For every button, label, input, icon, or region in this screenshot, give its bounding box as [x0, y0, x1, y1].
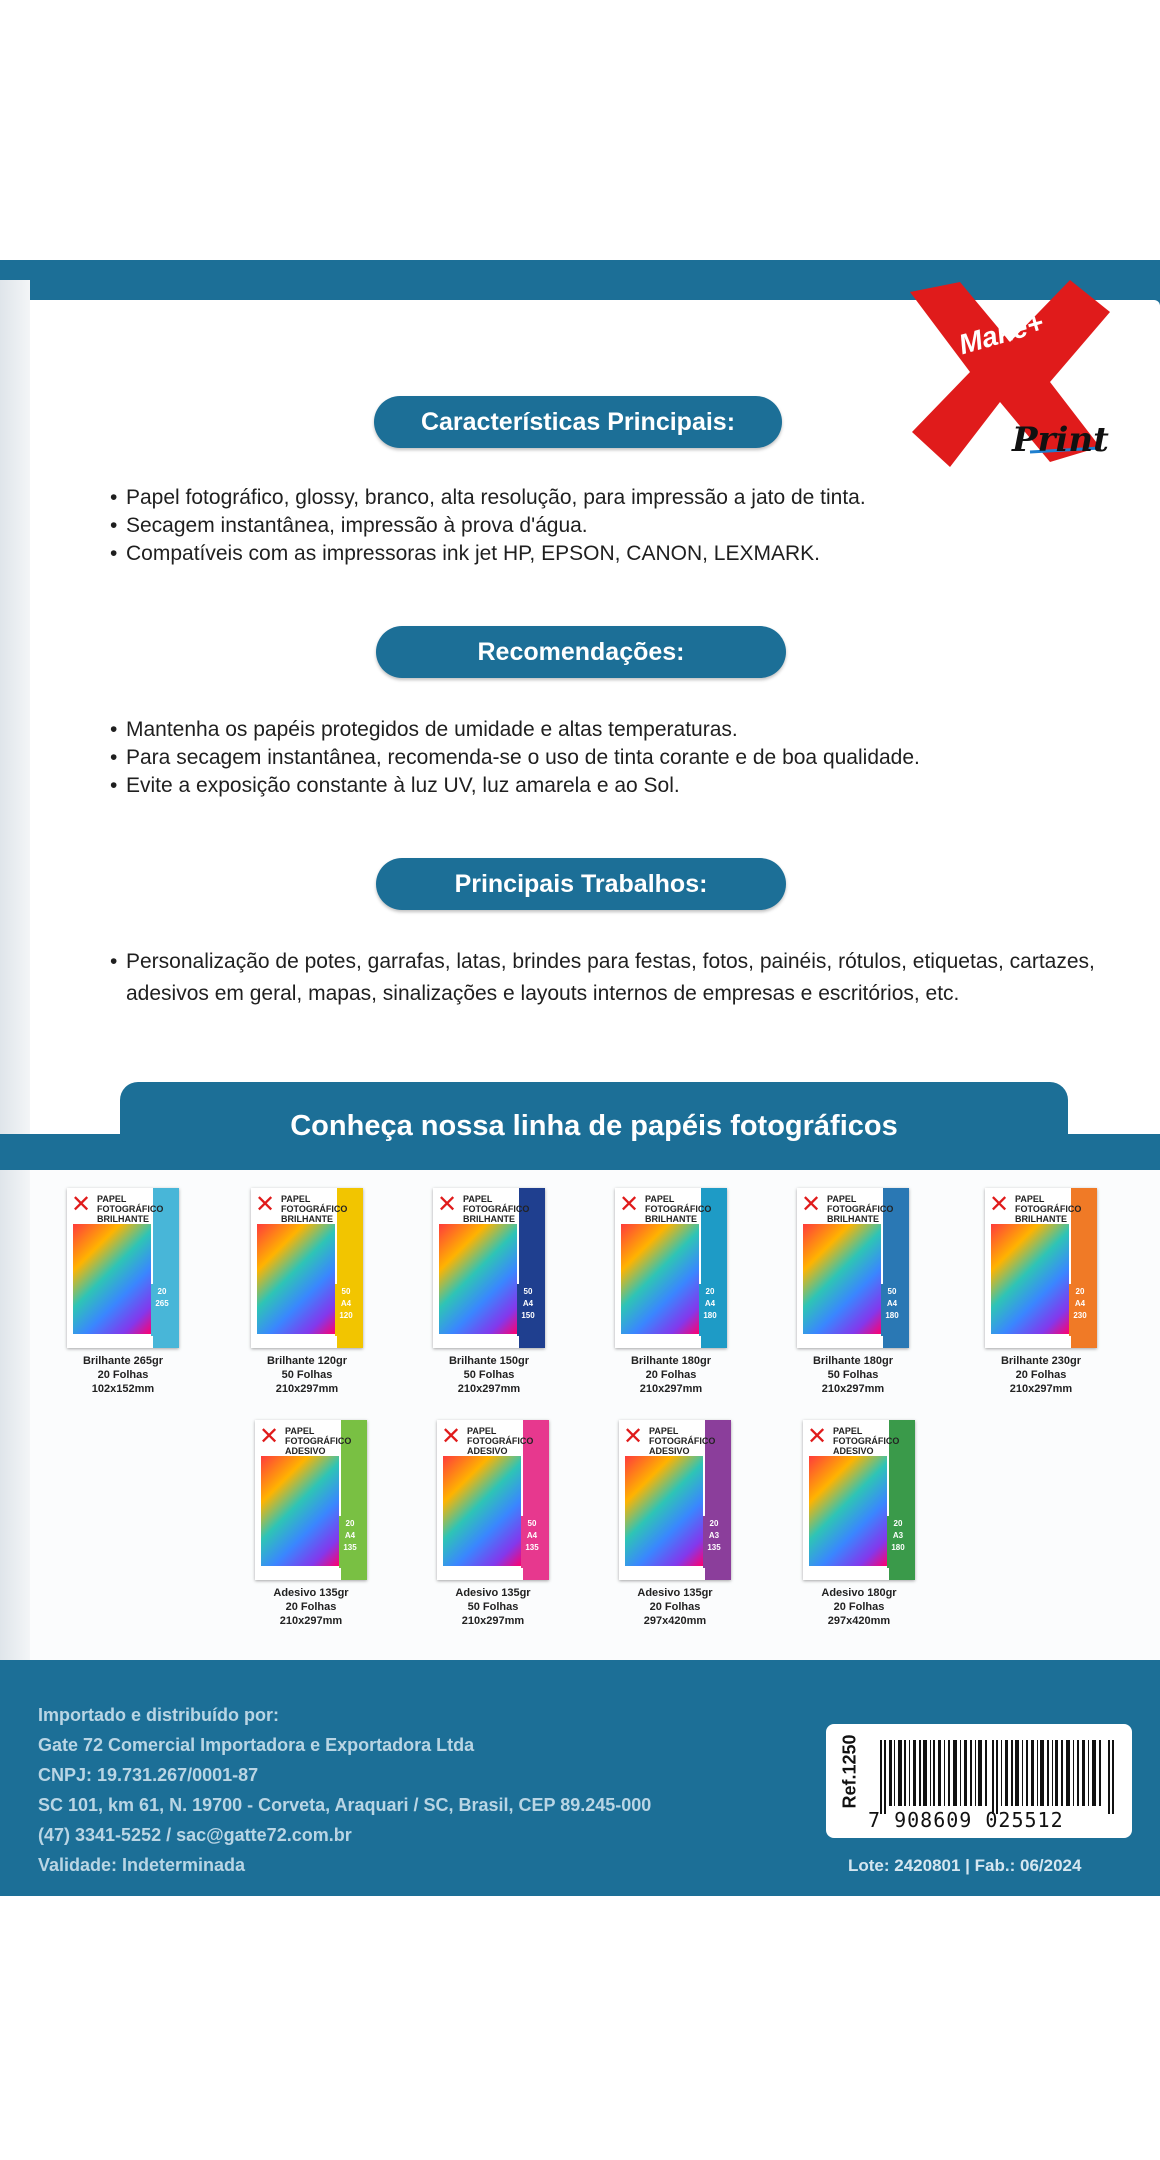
- thumb-papel: PAPEL: [285, 1426, 315, 1436]
- product-card: [232, 1188, 382, 1396]
- thumb-type: BRILHANTE: [1015, 1214, 1067, 1224]
- product-card: [966, 1188, 1116, 1396]
- thumb-type: BRILHANTE: [827, 1214, 879, 1224]
- brand-x-icon: ✕: [255, 1190, 276, 1218]
- section-title-caracteristicas: Características Principais:: [374, 396, 782, 448]
- thumb-papel: PAPEL: [1015, 1194, 1045, 1204]
- list-item: • Para secagem instantânea, recomenda-se o uso de tinta corante e de boa qualidade.: [110, 744, 1110, 772]
- recomendacoes-list: [110, 716, 1110, 800]
- product-photo: [621, 1224, 699, 1334]
- importer-info: [38, 1700, 651, 1880]
- spec-box: 50 A4 180: [881, 1284, 903, 1336]
- thumb-foto: FOTOGRÁFICO: [649, 1436, 716, 1446]
- product-caption: Adesivo 180gr 20 Folhas 297x420mm: [821, 1587, 897, 1627]
- list-item: • Mantenha os papéis protegidos de umidade e altas temperaturas.: [110, 716, 1110, 744]
- thumb-papel: PAPEL: [827, 1194, 857, 1204]
- product-caption: Brilhante 180gr 20 Folhas 210x297mm: [630, 1355, 712, 1395]
- product-card: [596, 1188, 746, 1396]
- caracteristicas-list: [110, 484, 1050, 568]
- product-photo: [443, 1456, 521, 1566]
- spec-box: 20 A4 180: [699, 1284, 721, 1336]
- importer-line: Gate 72 Comercial Importadora e Exportadora Ltda: [38, 1735, 475, 1755]
- importer-line: SC 101, km 61, N. 19700 - Corveta, Araquari / SC, Brasil, CEP 89.245-000: [38, 1795, 652, 1815]
- thumb-foto: FOTOGRÁFICO: [285, 1436, 352, 1446]
- product-photo: [803, 1224, 881, 1334]
- spec-box: 20 A3 135: [703, 1516, 725, 1568]
- product-photo: [625, 1456, 703, 1566]
- importer-line: (47) 3341-5252 / sac@gatte72.com.br: [38, 1825, 352, 1845]
- product-line-title: Conheça nossa linha de papéis fotográficos: [120, 1082, 1068, 1170]
- thumb-type: BRILHANTE: [463, 1214, 515, 1224]
- product-photo: [73, 1224, 151, 1334]
- thumb-type: BRILHANTE: [97, 1214, 149, 1224]
- brand-x-icon: ✕: [623, 1422, 644, 1450]
- spec-box: 50 A4 135: [521, 1516, 543, 1568]
- product-photo: [439, 1224, 517, 1334]
- spec-box: 20 A4 230: [1069, 1284, 1091, 1336]
- ref-number: Ref.1250: [839, 1734, 860, 1809]
- product-caption: Brilhante 265gr 20 Folhas 102x152mm: [82, 1355, 164, 1395]
- thumb-foto: FOTOGRÁFICO: [833, 1436, 900, 1446]
- plastic-wrap-edge: [0, 280, 30, 1880]
- thumb-type: ADESIVO: [833, 1446, 874, 1456]
- product-card: [600, 1420, 750, 1628]
- product-caption: Brilhante 180gr 50 Folhas 210x297mm: [812, 1355, 894, 1395]
- brand-x-icon: ✕: [259, 1422, 280, 1450]
- list-item: • Personalização de potes, garrafas, latas, brindes para festas, fotos, painéis, rótulos, etiquetas, cartazes, adesivos em geral, mapas, sinalizações e layouts internos de empresas e escritórios, etc.: [110, 946, 1140, 1010]
- spec-box: 20 265: [151, 1284, 173, 1336]
- product-photo: [261, 1456, 339, 1566]
- product-caption: Brilhante 230gr 20 Folhas 210x297mm: [1000, 1355, 1082, 1395]
- brand-x-icon: ✕: [619, 1190, 640, 1218]
- product-caption: Brilhante 120gr 50 Folhas 210x297mm: [266, 1355, 348, 1395]
- thumb-foto: FOTOGRÁFICO: [97, 1204, 164, 1214]
- product-thumbnail: [619, 1420, 731, 1580]
- lote-fab-text: Lote: 2420801 | Fab.: 06/2024: [848, 1856, 1082, 1875]
- thumb-papel: PAPEL: [467, 1426, 497, 1436]
- thumb-papel: PAPEL: [645, 1194, 675, 1204]
- thumb-papel: PAPEL: [463, 1194, 493, 1204]
- product-photo: [991, 1224, 1069, 1334]
- thumb-foto: FOTOGRÁFICO: [467, 1436, 534, 1446]
- brand-x-icon: ✕: [441, 1422, 462, 1450]
- product-thumbnail: [251, 1188, 363, 1348]
- brand-make-text: Make+: [955, 306, 1047, 361]
- section-title-recomendacoes: Recomendações:: [376, 626, 786, 678]
- spec-box: 20 A4 135: [339, 1516, 361, 1568]
- brand-print-text: Print: [1012, 420, 1109, 460]
- product-card: [236, 1420, 386, 1628]
- list-item: • Compatíveis com as impressoras ink jet HP, EPSON, CANON, LEXMARK.: [110, 540, 1050, 568]
- trabalhos-list: [110, 946, 1140, 1010]
- barcode-number: 7 908609 025512: [868, 1808, 1064, 1832]
- product-photo: [809, 1456, 887, 1566]
- importer-line: Importado e distribuído por:: [38, 1705, 279, 1725]
- product-caption: Adesivo 135gr 20 Folhas 210x297mm: [273, 1587, 349, 1627]
- thumb-papel: PAPEL: [97, 1194, 127, 1204]
- product-card: [414, 1188, 564, 1396]
- thumb-type: ADESIVO: [649, 1446, 690, 1456]
- spec-box: 20 A3 180: [887, 1516, 909, 1568]
- importer-line: Validade: Indeterminada: [38, 1855, 246, 1875]
- thumb-papel: PAPEL: [649, 1426, 679, 1436]
- brand-x-icon: ✕: [71, 1190, 92, 1218]
- thumb-type: BRILHANTE: [645, 1214, 697, 1224]
- product-caption: Brilhante 150gr 50 Folhas 210x297mm: [448, 1355, 530, 1395]
- product-thumbnail: [803, 1420, 915, 1580]
- list-item: • Papel fotográfico, glossy, branco, alta resolução, para impressão a jato de tinta.: [110, 484, 1050, 512]
- product-photo: [257, 1224, 335, 1334]
- thumb-type: ADESIVO: [285, 1446, 326, 1456]
- spec-box: 50 A4 150: [517, 1284, 539, 1336]
- list-item: • Evite a exposição constante à luz UV, luz amarela e ao Sol.: [110, 772, 1110, 800]
- product-thumbnail: [67, 1188, 179, 1348]
- barcode-icon: [880, 1740, 1118, 1814]
- thumb-papel: PAPEL: [281, 1194, 311, 1204]
- brand-x-icon: ✕: [807, 1422, 828, 1450]
- product-thumbnail: [255, 1420, 367, 1580]
- product-caption: Adesivo 135gr 50 Folhas 210x297mm: [455, 1587, 531, 1627]
- product-card: [784, 1420, 934, 1628]
- product-thumbnail: [615, 1188, 727, 1348]
- product-thumbnail: [433, 1188, 545, 1348]
- product-card: [418, 1420, 568, 1628]
- thumb-foto: FOTOGRÁFICO: [827, 1204, 894, 1214]
- product-thumbnail: [985, 1188, 1097, 1348]
- list-item: • Secagem instantânea, impressão à prova d'água.: [110, 512, 1050, 540]
- product-caption: Adesivo 135gr 20 Folhas 297x420mm: [637, 1587, 713, 1627]
- thumb-foto: FOTOGRÁFICO: [463, 1204, 530, 1214]
- thumb-type: BRILHANTE: [281, 1214, 333, 1224]
- thumb-foto: FOTOGRÁFICO: [281, 1204, 348, 1214]
- spec-box: 50 A4 120: [335, 1284, 357, 1336]
- product-card: [778, 1188, 928, 1396]
- thumb-papel: PAPEL: [833, 1426, 863, 1436]
- importer-line: CNPJ: 19.731.267/0001-87: [38, 1765, 259, 1785]
- brand-x-icon: ✕: [989, 1190, 1010, 1218]
- product-card: [48, 1188, 198, 1396]
- thumb-foto: FOTOGRÁFICO: [1015, 1204, 1082, 1214]
- thumb-type: ADESIVO: [467, 1446, 508, 1456]
- thumb-foto: FOTOGRÁFICO: [645, 1204, 712, 1214]
- brand-x-icon: ✕: [801, 1190, 822, 1218]
- product-thumbnail: [437, 1420, 549, 1580]
- section-title-trabalhos: Principais Trabalhos:: [376, 858, 786, 910]
- brand-x-icon: ✕: [437, 1190, 458, 1218]
- product-thumbnail: [797, 1188, 909, 1348]
